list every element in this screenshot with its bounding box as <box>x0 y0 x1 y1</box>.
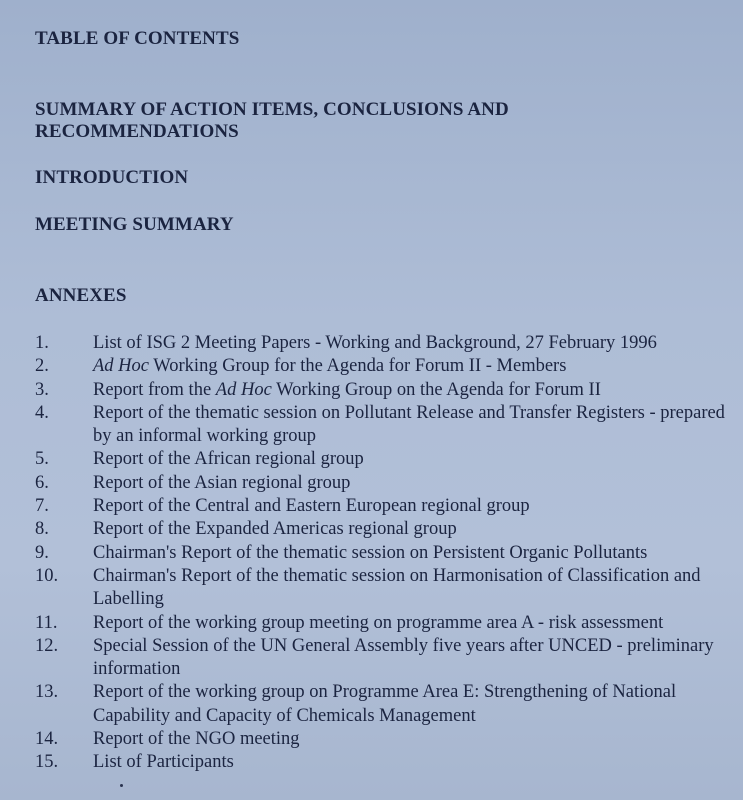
meeting-summary-heading: MEETING SUMMARY <box>35 214 234 235</box>
introduction-heading: INTRODUCTION <box>35 167 189 188</box>
annex-title: List of ISG 2 Meeting Papers - Working and Background, 27 February 1996 <box>93 333 657 353</box>
annex-title: Chairman's Report of the thematic session on Harmonisation of Classification and Labelling <box>93 565 701 610</box>
annex-number: 9. <box>35 542 49 563</box>
annex-item <box>35 495 735 518</box>
annex-number: 15. <box>35 752 59 773</box>
annexes-heading: ANNEXES <box>35 285 127 306</box>
annex-number: 8. <box>35 519 49 540</box>
annex-number: 14. <box>35 729 59 750</box>
annex-item <box>35 635 735 682</box>
annex-item <box>35 751 735 774</box>
annex-item <box>35 448 735 471</box>
annex-title: Report of the Asian regional group <box>93 472 351 493</box>
annex-item <box>35 681 735 728</box>
annex-title: Report of the Expanded Americas regional group <box>93 519 457 540</box>
annex-number: 2. <box>35 356 49 377</box>
annex-item <box>35 332 735 355</box>
annex-title: Report from the Ad Hoc Working Group on the Agenda for Forum II <box>93 379 601 400</box>
annex-number: 12. <box>35 635 59 656</box>
annex-number: 13. <box>35 682 59 703</box>
summary-heading-line2: RECOMMENDATIONS <box>35 121 239 142</box>
annex-title: List of Participants <box>93 752 234 773</box>
toc-heading: TABLE OF CONTENTS <box>35 28 240 49</box>
annex-number: 1. <box>35 333 49 353</box>
annex-item <box>35 355 735 378</box>
annex-title: Report of the Central and Eastern European regional group <box>93 496 530 517</box>
annex-number: 7. <box>35 496 49 517</box>
annex-title: Ad Hoc Working Group for the Agenda for Forum II - Members <box>93 356 567 377</box>
annex-item <box>35 612 735 635</box>
summary-heading <box>35 99 595 143</box>
summary-heading-line1: SUMMARY OF ACTION ITEMS, CONCLUSIONS AND <box>35 99 509 120</box>
annex-number: 11. <box>35 612 58 633</box>
annex-number: 4. <box>35 402 49 423</box>
annex-title: Report of the working group meeting on programme area A - risk assessment <box>93 612 664 633</box>
annex-list <box>35 332 735 775</box>
annex-title: Chairman's Report of the thematic session on Persistent Organic Pollutants <box>93 542 648 563</box>
stray-mark <box>120 784 123 787</box>
annex-number: 5. <box>35 449 49 470</box>
annex-item <box>35 379 735 402</box>
annex-number: 3. <box>35 379 49 400</box>
annex-title: Special Session of the UN General Assembly five years after UNCED - preliminary information <box>93 635 714 680</box>
annex-item <box>35 542 735 565</box>
annex-item <box>35 728 735 751</box>
annex-title: Report of the thematic session on Pollutant Release and Transfer Registers - prepared by an informal working group <box>93 402 725 447</box>
annex-item <box>35 472 735 495</box>
annex-title: Report of the NGO meeting <box>93 729 300 750</box>
annex-title: Report of the African regional group <box>93 449 364 470</box>
annex-number: 6. <box>35 472 49 493</box>
annex-item <box>35 518 735 541</box>
annex-number: 10. <box>35 565 59 586</box>
annex-item <box>35 565 735 612</box>
annex-title: Report of the working group on Programme Area E: Strengthening of National Capability and Capacity of Chemicals Management <box>93 682 677 726</box>
annex-item <box>35 402 735 449</box>
